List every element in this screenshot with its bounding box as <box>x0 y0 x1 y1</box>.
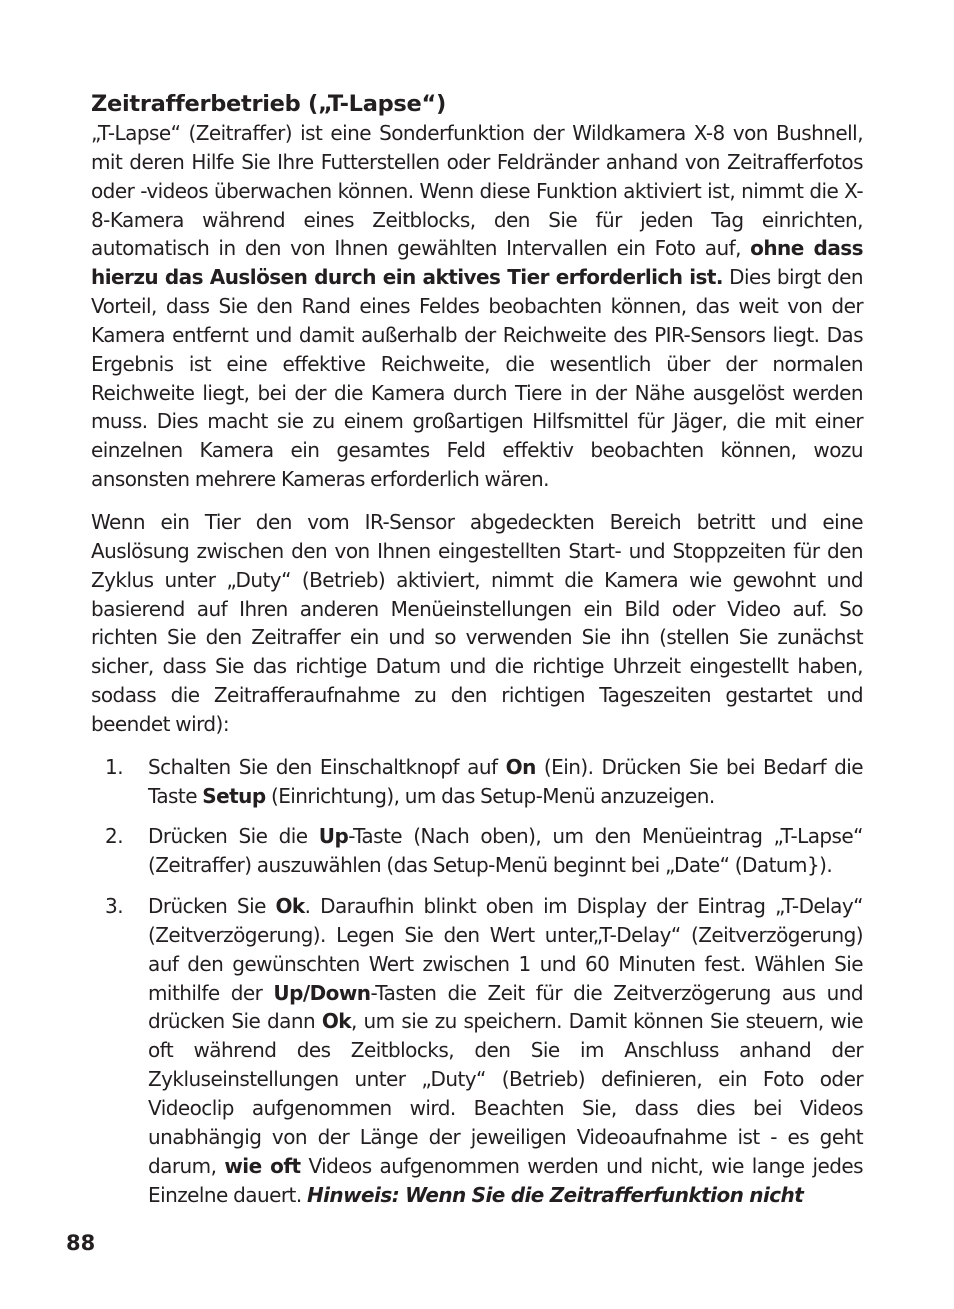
emphasis-text: wie oft <box>224 1153 301 1178</box>
step-text <box>148 753 863 811</box>
setup-paragraph: Wenn ein Tier den vom IR-Sensor abgedeckten Bereich betritt und eine Auslösung zwischen den von Ihnen eingestellten Start- und Stoppzeiten für den Zyklus unter „Duty“ (Betrieb) aktiviert, nimmt die Kamera wie gewohnt und basierend auf Ihren anderen Menüeinstellungen ein Bild oder Video auf. So richten Sie den Zeitraffer ein und so verwenden Sie ihn (stellen Sie zunächst sicher, dass Sie das richtige Datum und die richtige Uhrzeit eingestellt haben, sodass die Zeitrafferaufnahme zu den richtigen Tageszeiten gestartet und beendet wird): <box>91 509 863 736</box>
step-text <box>148 822 863 880</box>
setup-steps-list <box>91 753 863 1210</box>
section-heading: Zeitrafferbetrieb („T-Lapse“) <box>91 91 446 117</box>
step-number: 3. <box>105 894 124 919</box>
up-label: Up <box>318 824 349 849</box>
step-text-run: Videos aufgenommen werden und nicht, wie lange jedes Einzelne dauert. <box>148 1153 863 1207</box>
up-down-label: Up/Down <box>273 980 371 1005</box>
step-number: 2. <box>105 824 124 849</box>
step-text-run: Drücken Sie die <box>148 824 319 849</box>
list-item <box>91 753 863 811</box>
step-text-run: Drücken Sie <box>148 894 276 919</box>
note-text: Hinweis: Wenn Sie die Zeitrafferfunktion nicht <box>306 1182 804 1207</box>
page-content <box>91 89 863 1221</box>
step-text-run: Schalten Sie den Einschaltknopf auf <box>148 754 506 779</box>
step-text-run: . Daraufhin blinkt oben im Display der Eintrag „T-Delay“ (Zeitverzögerung). Legen Sie den Wert unter„T-Delay“ (Zeitverzögerung) auf den gewünschten Wert zwischen 1 und 60 Minuten fest. Wählen Sie mithilfe der <box>148 894 863 1005</box>
intro-bold-text: ohne dass hierzu das Auslösen durch ein aktives Tier erforderlich ist. <box>91 236 863 290</box>
step-text-run: (Ein). Drücken Sie bei Bedarf die Taste <box>148 754 863 808</box>
list-item <box>91 822 863 880</box>
on-label: On <box>505 754 536 779</box>
step-number: 1. <box>105 754 124 779</box>
ok-label: Ok <box>275 894 305 919</box>
setup-label: Setup <box>202 783 266 808</box>
intro-text-2: Dies birgt den Vorteil, dass Sie den Rand eines Feldes beobachten können, das weit von der Kamera entfernt und damit außerhalb der Reichweite des PIR-Sensors liegt. Das Ergebnis ist eine effektive Reichweite, die wesentlich über der normalen Reichweite liegt, bei der die Kamera durch Tiere in der Nähe ausgelöst werden muss. Dies macht sie zu einem großartigen Hilfsmittel für Jäger, die mit einer einzelnen Kamera ein gesamtes Feld effektiv beobachten können, wozu ansonsten mehrere Kameras erforderlich wären. <box>91 265 863 492</box>
step-text-run: (Einrichtung), um das Setup-Menü anzuzeigen. <box>265 783 715 808</box>
step-text-run: -Tasten die Zeit für die Zeitverzögerung aus und drücken Sie dann <box>148 980 864 1034</box>
list-item <box>91 892 863 1209</box>
step-text <box>148 892 863 1209</box>
step-text-run: -Taste (Nach oben), um den Menüeintrag „T-Lapse“ (Zeitraffer) auszuwählen (das Setup-Menü beginnt bei „Date“ (Datum}). <box>148 824 863 878</box>
intro-text-1: „T-Lapse“ (Zeitraffer) ist eine Sonderfunktion der Wildkamera X-8 von Bushnell, mit deren Hilfe Sie Ihre Futterstellen oder Feldränder anhand von Zeitrafferfotos oder -videos überwachen können. Wenn diese Funktion aktiviert ist, nimmt die X-8-Kamera während eines Zeitblocks, den Sie für jeden Tag einrichten, automatisch in den von Ihnen gewählten Intervallen ein Foto auf, <box>91 121 863 261</box>
intro-paragraph <box>91 119 863 494</box>
step-text-run: , um sie zu speichern. Damit können Sie steuern, wie oft während des Zeitblocks, den Sie im Anschluss anhand der Zykluseinstellungen unter „Duty“ (Betrieb) definieren, ein Foto oder Videoclip aufgenommen wird. Beachten Sie, dass dies bei Videos unabhängig von der Länge der jeweiligen Videoaufnahme ist - es geht darum, <box>148 1009 863 1178</box>
page-number: 88 <box>66 1231 96 1255</box>
ok-label: Ok <box>321 1009 352 1034</box>
